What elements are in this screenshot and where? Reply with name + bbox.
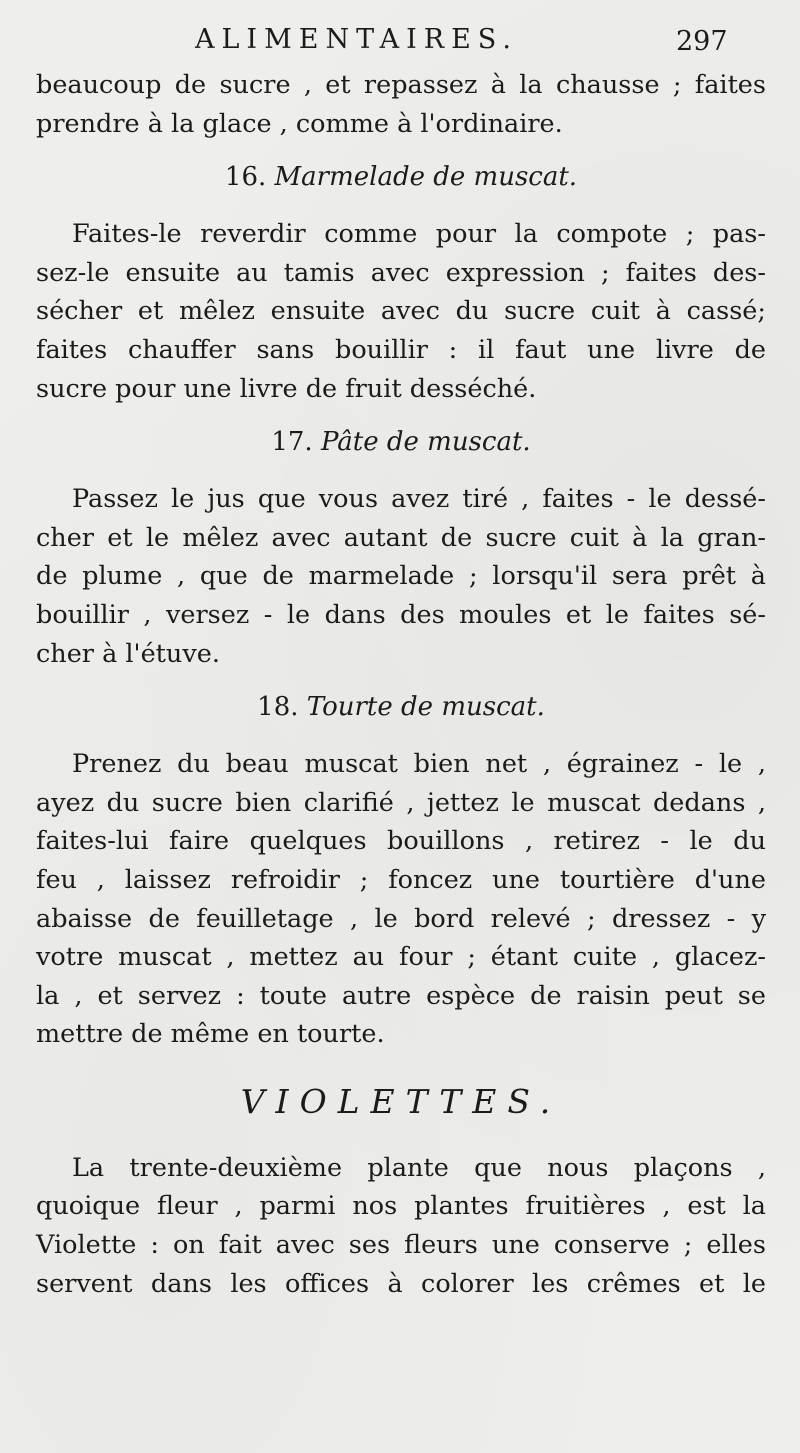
text-line: faites chauffer sans bouillir : il faut une livre de (36, 334, 766, 365)
text-line: la , et servez : toute autre espèce de raisin peut se (36, 980, 766, 1011)
section-heading-17 (36, 423, 766, 461)
page-header (0, 24, 800, 64)
text-line: sez-le ensuite au tamis avec expression ; faites des- (36, 257, 766, 288)
text-line: Passez le jus que vous avez tiré , faites - le dessé- (72, 484, 766, 515)
section-heading-18 (36, 688, 766, 726)
text-line: ayez du sucre bien clarifié , jettez le muscat dedans , (36, 787, 766, 818)
section-paragraph-17 (36, 480, 766, 673)
text-line: faites-lui faire quelques bouillons , retirez - le du (36, 826, 766, 857)
chapter-title: VIOLETTES. (240, 1081, 562, 1121)
chapter-paragraph (36, 1149, 766, 1303)
section-number: 18. (257, 692, 299, 723)
section-paragraph-16 (36, 215, 766, 408)
text-line: cher à l'étuve. (36, 638, 220, 669)
section-title: Marmelade de muscat. (274, 162, 578, 193)
body-text (36, 66, 766, 1303)
section-paragraph-18 (36, 745, 766, 1054)
text-line: beaucoup de sucre , et repassez à la chausse ; faites (36, 70, 766, 100)
text-line: bouillir , versez - le dans des moules et le faites sé- (36, 599, 766, 630)
text-line: cher et le mêlez avec autant de sucre cuit à la gran- (36, 522, 766, 553)
text-line: sécher et mêlez ensuite avec du sucre cuit à cassé; (36, 296, 766, 327)
text-line: mettre de même en tourte. (36, 1019, 385, 1050)
text-line: feu , laissez refroidir ; foncez une tourtière d'une (36, 864, 766, 895)
running-head: ALIMENTAIRES. (195, 24, 518, 55)
text-line: quoique fleur , parmi nos plantes fruitières , est la (36, 1191, 766, 1222)
text-line: servent dans les offices à colorer les crêmes et le (36, 1268, 766, 1299)
section-number: 17. (271, 427, 313, 458)
text-line: Faites-le reverdir comme pour la compote ; pas- (72, 219, 766, 250)
text-line: La trente-deuxième plante que nous plaçons , (72, 1152, 766, 1183)
section-number: 16. (224, 162, 267, 193)
text-line: Prenez du beau muscat bien net , égrainez - le , (72, 749, 766, 780)
text-line: prendre à la glace , comme à l'ordinaire. (36, 108, 563, 139)
text-line: de plume , que de marmelade ; lorsqu'il sera prêt à (36, 561, 766, 592)
text-line: abaisse de feuilletage , le bord relevé ; dressez - y (36, 903, 766, 934)
text-line: votre muscat , mettez au four ; étant cuite , glacez- (36, 942, 766, 973)
text-line: Violette : on fait avec ses fleurs une conserve ; elles (36, 1230, 766, 1261)
section-heading-16 (36, 158, 766, 196)
page-number: 297 (676, 26, 728, 57)
section-title: Tourte de muscat. (306, 692, 545, 723)
section-title: Pâte de muscat. (320, 427, 531, 458)
text-line: sucre pour une livre de fruit desséché. (36, 373, 537, 404)
continuation-paragraph (36, 66, 766, 143)
